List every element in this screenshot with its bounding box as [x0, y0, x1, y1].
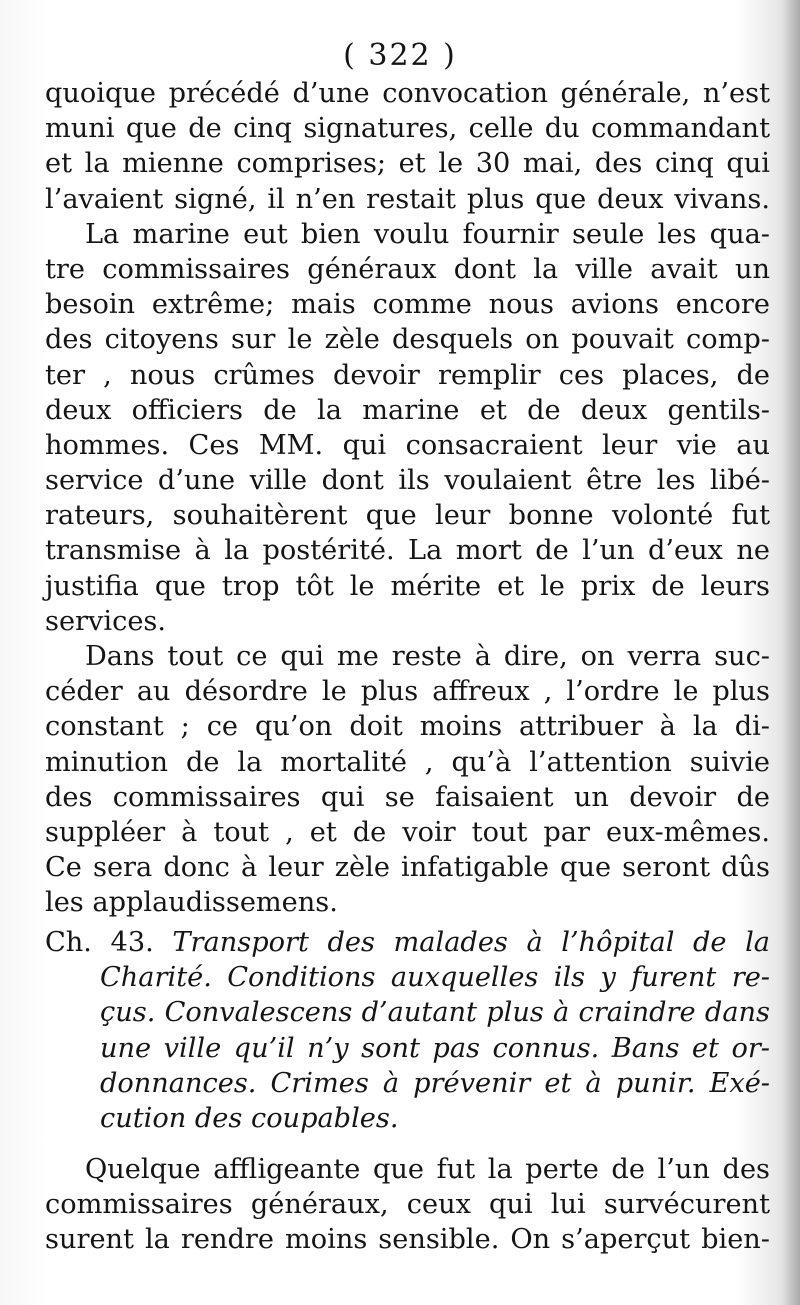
text-line: hommes. Ces MM. qui consacraient leur vie au [45, 429, 770, 461]
text-line: Ce sera donc à leur zèle infatigable que seront dûs [45, 852, 770, 884]
paragraph-3 [45, 639, 770, 921]
text-line: Quelque affligeante que fut la perte de l’un des [85, 1154, 770, 1185]
text-line: des citoyens sur le zèle desquels on pouvait comp- [45, 324, 770, 356]
text-line: transmise à la postérité. La mort de l’un d’eux ne [45, 535, 770, 567]
paragraph-2 [45, 217, 770, 639]
chapter-label: Ch. 43. [45, 927, 154, 958]
chapter-summary [45, 925, 770, 1136]
page-number: ( 322 ) [343, 38, 457, 73]
text-line: muni que de cinq signatures, celle du commandant [45, 113, 770, 145]
final-paragraph [45, 1152, 770, 1258]
text-line: service d’une ville dont ils voulaient être les libé- [45, 465, 770, 497]
chapter-line: donnances. Crimes à prévenir et à punir. Exé- [100, 1067, 770, 1099]
text-line: surent la rendre moins sensible. On s’aperçut bien- [45, 1224, 770, 1256]
chapter-title-text: Transport des malades à l’hôpital de la [172, 927, 770, 958]
text-line: rateurs, souhaitèrent que leur bonne volonté fut [45, 500, 770, 532]
main-text [45, 76, 770, 921]
text-line: tre commissaires généraux dont la ville avait un [45, 253, 770, 285]
chapter-line [45, 925, 770, 960]
chapter-line: çus. Convalescens d’autant plus à craindre dans [100, 997, 770, 1029]
text-line: des commissaires qui se faisaient un devoir de [45, 781, 770, 813]
chapter-line: cution des coupables. [100, 1102, 399, 1134]
text-line: justifia que trop tôt le mérite et le prix de leurs [45, 570, 770, 602]
text-line: l’avaient signé, il n’en restait plus que deux vivans. [45, 183, 770, 215]
chapter-line: une ville qu’il n’y sont pas connus. Bans et or- [100, 1032, 770, 1064]
text-line: commissaires généraux, ceux qui lui survécurent [45, 1189, 770, 1221]
page-edge-shadow [782, 0, 800, 1305]
text-line: ter , nous crûmes devoir remplir ces places, de [45, 359, 770, 391]
text-line: suppléer à tout , et de voir tout par eux-mêmes. [45, 816, 770, 848]
text-line: et la mienne comprises; et le 30 mai, des cinq qui [45, 148, 770, 180]
text-line: deux officiers de la marine et de deux gentils- [45, 394, 770, 426]
text-line: constant ; ce qu’on doit moins attribuer à la di- [45, 711, 770, 743]
text-line: besoin extrême; mais comme nous avions encore [45, 289, 770, 321]
text-line: La marine eut bien voulu fournir seule les qua- [85, 218, 770, 250]
text-line: services. [45, 605, 167, 637]
text-line: céder au désordre le plus affreux , l’ordre le plus [45, 676, 770, 708]
text-line: Dans tout ce qui me reste à dire, on verra suc- [85, 641, 770, 672]
text-line: quoique précédé d’une convocation générale, n’est [45, 78, 770, 109]
text-line: minution de la mortalité , qu’à l’attention suivie [45, 746, 770, 778]
chapter-line: Charité. Conditions auxquelles ils y furent re- [100, 962, 770, 994]
paragraph-1 [45, 76, 770, 217]
text-line: les applaudissemens. [45, 887, 338, 919]
